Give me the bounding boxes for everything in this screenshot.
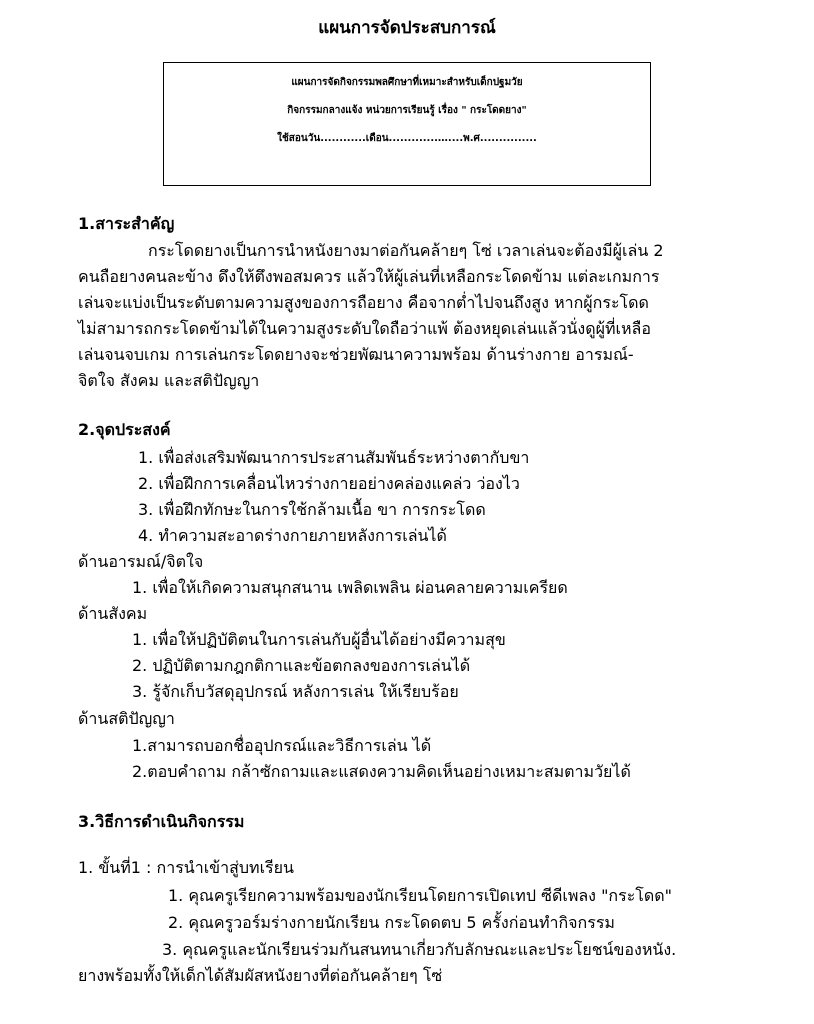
objective-item: 1. เพื่อให้เกิดความสนุกสนาน เพลิดเพลิน ผ่อนคลายความเครียด <box>132 578 568 597</box>
objective-item: 1. เพื่อให้ปฏิบัติตนในการเล่นกับผู้อื่นได้อย่างมีความสุข <box>132 630 506 649</box>
box-line-1: แผนการจัดกิจกรรมพลศึกษาที่เหมาะสำหรับเด็กปฐมวัย <box>291 77 523 88</box>
paragraph-line: เล่นจะแบ่งเป็นระดับตามความสูงของการถือยาง คือจากต่ำไปจนถึงสูง หากผู้กระโดด <box>78 293 649 312</box>
paragraph-line: จิตใจ สังคม และสติปัญญา <box>78 371 260 390</box>
objective-item: 1.สามารถบอกชื่ออุปกรณ์และวิธีการเล่น ได้ <box>132 736 432 755</box>
step-heading: 1. ขั้นที่1 : การนำเข้าสู่บทเรียน <box>78 858 294 877</box>
section-heading-procedure: 3.วิธีการดำเนินกิจกรรม <box>78 812 245 831</box>
section-heading-objectives: 2.จุดประสงค์ <box>78 420 171 439</box>
plan-header-box <box>163 62 651 186</box>
procedure-item: 2. คุณครูวอร์มร่างกายนักเรียน กระโดดตบ 5 ครั้งก่อนทำกิจกรรม <box>168 913 615 932</box>
objective-item: 2. เพื่อฝึกการเคลื่อนไหวร่างกายอย่างคล่องแคล่ว ว่องไว <box>138 474 520 493</box>
paragraph-line: กระโดดยางเป็นการนำหนังยางมาต่อกันคล้ายๆ โซ่ เวลาเล่นจะต้องมีผู้เล่น 2 <box>148 241 664 260</box>
objective-item: 2.ตอบคำถาม กล้าซักถามและแสดงความคิดเห็นอย่างเหมาะสมตามวัยได้ <box>132 762 631 781</box>
paragraph-line: คนถือยางคนละข้าง ดึงให้ตึงพอสมควร แล้วให้ผู้เล่นที่เหลือกระโดดข้าม แต่ละเกมการ <box>78 267 660 286</box>
paragraph-line: เล่นจนจบเกม การเล่นกระโดดยางจะช่วยพัฒนาความพร้อม ด้านร่างกาย อารมณ์- <box>78 345 634 364</box>
objective-item: 3. เพื่อฝึกทักษะในการใช้กล้ามเนื้อ ขา การกระโดด <box>138 500 486 519</box>
box-line-2: กิจกรรมกลางแจ้ง หน่วยการเรียนรู้ เรื่อง " กระโดดยาง" <box>287 105 527 116</box>
objective-item: 3. รู้จักเก็บวัสดุอุปกรณ์ หลังการเล่น ให้เรียบร้อย <box>132 682 459 701</box>
subheading-emotional: ด้านอารมณ์/จิตใจ <box>78 552 204 571</box>
document-title: แผนการจัดประสบการณ์ <box>318 18 496 38</box>
box-line-3: ใช้สอนวัน............เดือน.............…....พ.ศ............... <box>277 133 537 144</box>
procedure-continuation: ยางพร้อมทั้งให้เด็กได้สัมผัสหนังยางที่ต่อกันคล้ายๆ โซ่ <box>78 966 443 985</box>
objective-item: 2. ปฏิบัติตามกฎกติกาและข้อตกลงของการเล่นได้ <box>132 656 471 675</box>
procedure-item: 1. คุณครูเรียกความพร้อมของนักเรียนโดยการเปิดเทป ซีดีเพลง "กระโดด" <box>168 886 673 905</box>
subheading-social: ด้านสังคม <box>78 604 148 623</box>
objective-item: 4. ทำความสะอาดร่างกายภายหลังการเล่นได้ <box>138 526 447 545</box>
subheading-intellect: ด้านสติปัญญา <box>78 709 175 728</box>
procedure-item: 3. คุณครูและนักเรียนร่วมกันสนทนาเกี่ยวกับลักษณะและประโยชน์ของหนัง. <box>162 940 677 959</box>
section-heading-essence: 1.สาระสำคัญ <box>78 214 175 233</box>
paragraph-line: ไม่สามารถกระโดดข้ามได้ในความสูงระดับใดถือว่าแพ้ ต้องหยุดเล่นแล้วนั่งดูผู้ที่เหลือ <box>78 319 651 338</box>
objective-item: 1. เพื่อส่งเสริมพัฒนาการประสานสัมพันธ์ระหว่างตากับขา <box>138 448 530 467</box>
